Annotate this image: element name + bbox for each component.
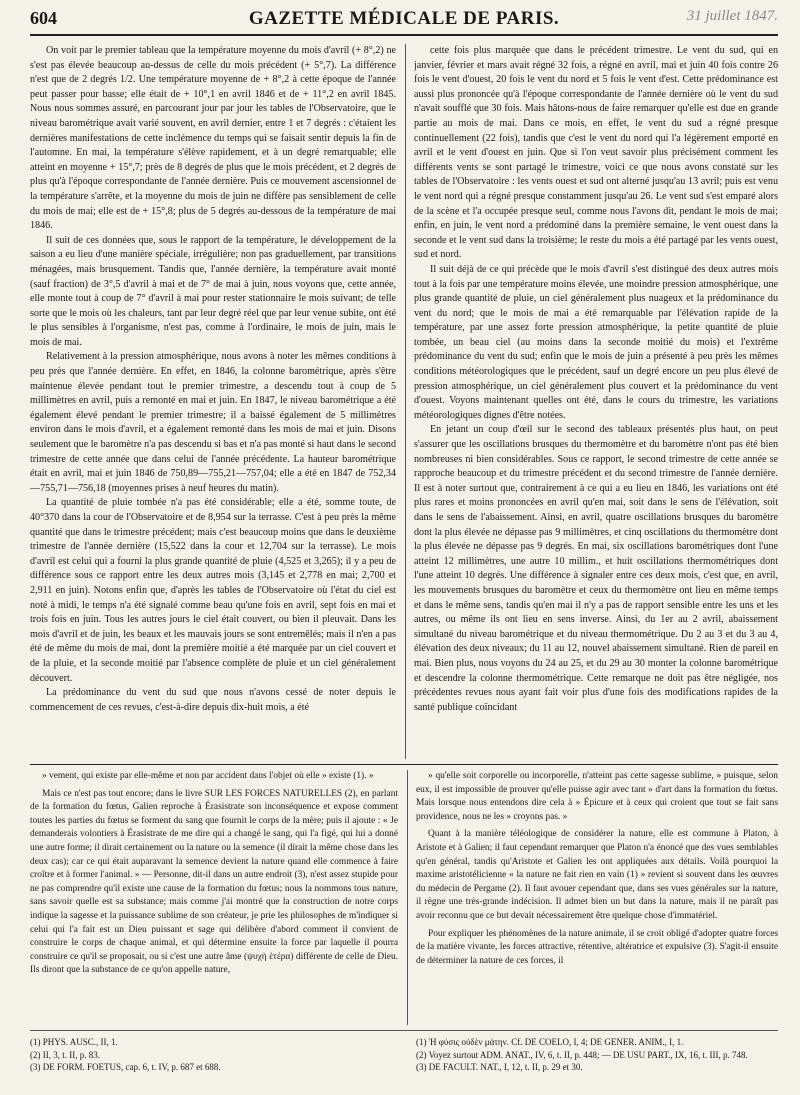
footnote-rule: [30, 1030, 778, 1031]
footnote: (3) DE FACULT. NAT., I, 12, t. II, p. 29 et 30.: [416, 1062, 583, 1072]
journal-title: GAZETTE MÉDICALE DE PARIS.: [248, 8, 560, 29]
feuilleton-rule: [30, 764, 778, 765]
main-article: [30, 44, 778, 759]
footnote: (1) Ἡ φύσις οὐδὲν μάτην. Cf. DE COELO, I, 4; DE GENER. ANIM., I, 1.: [416, 1037, 684, 1047]
paragraph: » vement, qui existe par elle-même et non par accident dans l'objet où elle » existe (1). »: [42, 771, 374, 781]
footnote: (3) DE FORM. FOETUS, cap. 6, t. IV, p. 687 et 688.: [30, 1062, 221, 1072]
paragraph: Il suit déjà de ce qui précède que le mois d'avril s'est distingué des deux autres mois tout à la fois par une température moins élevée, une moindre pression atmosphérique, une plus grande quantité de pluie, un ciel généralement plus nuageux et la prédominance du vent du nord; que le mois de mai a été remarquable par l'élévation rapide de la température, par une assez forte pression atmosphérique, la petite quantité de pluie tombée, un beau ciel (au moins dans la seconde moitié du mois) et l'extrême prédominance du vent du sud; enfin que le mois de juin a présenté à peu près les mêmes conditions météorologiques que le précédent, sauf un degré encore un peu plus élevé de pression atmosphérique, un ciel généralement plus couvert et la prédominance du vent d'ouest. Voyons maintenant quelles ont été, dans le cours du trimestre, les variations météorologiques dignes d'être notées.: [414, 263, 778, 421]
paragraph: cette fois plus marquée que dans le précédent trimestre. Le vent du sud, qui en janvier, février et mars avait régné 32 fois, a régné en avril, mai et juin 40 fois contre 26 fois le vent d'ouest, 20 fois le vent du nord et 5 fois le vent d'est. Cette prédominance est aussi plus prononcée qu'à l'époque correspondante de l'année dernière où le vent du sud n'avait soufflé que 30 fois. Mais hâtons-nous de faire remarquer qu'elle est due en grande partie au mois de mai. Dans ce mois, en effet, le vent du sud a régné presque continuellement (22 fois), tandis que c'est le vent du nord qui l'a légèrement emporté en avril et le vent d'ouest en juin. Que si l'on veut savoir plus précisément comment les différents vents se sont partagé le trimestre, voici ce que nous avons constaté sur les tables de l'Observatoire : les vents ouest et sud ont alterné jusqu'au 13 avril; puis est venu le vent nord qui a régné presque constamment jusqu'au 26. Le vent sud s'est emparé alors de la scène et l'a occupée presque seul, comme nous l'avons dit, pendant le mois de mai; enfin, en juin, le vent nord a prédominé dans la première semaine, le vent ouest dans la seconde et le vent sud dans la troisième; le reste du mois a été partagé par les vents ouest, sud et nord.: [414, 45, 778, 261]
paragraph: Il suit de ces données que, sous le rapport de la température, le développement de la saison a eu lieu d'une manière spéciale, irrégulière; non pas graduellement, par transitions ménagées, mais brusquement. Tandis que, l'année dernière, la température avait monté (sauf fraction) de 3°,5 d'avril à mai et de 7° de mai à juin, nous voyons que, cette année, elle monte tout à coup de 7° d'avril à mai pour rester stationnaire le mois suivant; de telle sorte que le mois où les chaleurs, tant par leur degré réel que par leur venue subite, ont été le plus sensibles à l'organisme, n'est pas, comme à l'ordinaire, le mois de juin, mais le mois de mai.: [30, 234, 396, 348]
paragraph: La prédominance du vent du sud que nous n'avons cessé de noter depuis le commencement de ces revues, c'est-à-dire depuis dix-huit mois, a été: [30, 687, 396, 713]
feuilleton-right-column: [416, 770, 778, 1025]
feuilleton-left-column: [30, 770, 398, 1025]
paragraph: La quantité de pluie tombée n'a pas été considérable; elle a été, somme toute, de 40°370 dans la cour de l'Observatoire et de 8,954 sur la terrasse. C'est à peu près la même quantité que dans le trimestre précédent; mais c'est beaucoup moins que dans le deuxième trimestre de l'année dernière (15,522 dans la cour et 12,704 sur la terrasse). Le mois d'avril est celui qui a fourni la plus grande quantité de pluie (4,525 et 3,265); il y a peu de différence sous ce rapport entre les deux autres mois (3,145 et 2,778 en mai; 2,700 et 2,911 en juin). Notons enfin que, d'après les tables de l'Observatoire où l'état du ciel est noté à midi, le temps n'a été signalé comme beau qu'une fois en avril, sept fois en mai et trois fois en juin. Tous les autres jours le ciel était couvert, ou bien il pleuvait. Dans les mois d'avril et de juin, les beaux et les mauvais jours se sont entremêlés; mais il n'en a pas été de même du mois de mai, dont la première moitié a été marquée par un ciel couvert et de la pluie, et la seconde moitié par l'absence complète de pluie et un ciel généralement découvert.: [30, 497, 396, 684]
footnotes: [30, 1030, 778, 1090]
issue-date: 31 juillet 1847.: [686, 8, 778, 24]
paragraph: On voit par le premier tableau que la température moyenne du mois d'avril (+ 8°,2) ne s'est pas élevée beaucoup au-dessus de celle du mois précédent (+ 5°,7). La différence n'est que de 2 degrés 1/2. Une température moyenne de + 8°,2 à cette époque de l'année peut passer pour basse; elle était de + 10°,1 en avril 1846 et de + 11°,2 en avril 1845. Nous nous sommes assuré, en parcourant jour par jour les tables de l'Observatoire, que le niveau barométrique avait varié souvent, en avril dernier, entre 1 et 7 degrés : c'étaient les dernières manifestations de cette inclémence du temps qui se faisait sentir depuis la fin de l'automne. En mai, la température s'élève rapidement, et à un degré remarquable; elle atteint en moyenne + 15°,7; près de 8 degrés de plus que le mois précédent, et 2 degrés de plus qu'à l'époque correspondante de l'année dernière. Puis ce mouvement ascensionnel de la température s'arrête, et la moyenne du mois de juin ne diffère pas sensiblement de celle du mois de mai; elle est de + 15°,8; plus de 5 degrés au-dessous de la température de mai 1846.: [30, 45, 396, 232]
footnote: (2) Voyez surtout ADM. ANAT., IV, 6, t. II, p. 448; — DE USU PART., IX, 16, t. III, p. 748.: [416, 1049, 748, 1060]
page-number: 604: [30, 8, 57, 28]
footnotes-right: [416, 1036, 778, 1074]
footnotes-left: [30, 1036, 390, 1074]
column-divider: [405, 44, 406, 759]
paragraph: Quant à la manière téléologique de considérer la nature, elle est commune à Platon, à Aristote et à Galien; il faut cependant remarquer que Platon n'a énoncé que des vues semblables qu'en général, tandis qu'Aristote et Galien les ont appliquées aux détails. Voilà pourquoi la maxime aristotélicienne « la nature ne fait rien en vain (1) » revient si souvent dans les œuvres du médecin de Pergame (2). Il faut avouer cependant que, dans ses vues générales sur la nature, il règne une très-grande indécision. Il admet bien un but dans la nature, mais il ne paraît pas avoir reconnu que ce but devait nécessairement être quelque chose d'immatériel.: [416, 829, 778, 921]
paragraph: Pour expliquer les phénomènes de la nature animale, il se croit obligé d'adopter quatre forces de la matière vivante, les forces attractive, rétentive, altératrice et expulsive (3). S'agit-il ensuite de déterminer la nature de ces forces, il: [416, 928, 778, 966]
page-header: [30, 8, 778, 36]
paragraph: Mais ce n'est pas tout encore; dans le livre SUR LES FORCES NATURELLES (2), en parlant de la formation du fœtus, Galien reproche à Érasistrate son inconséquence et expose comment toutes les parties du fœtus se forment du sang que fournit le corps de la mère; puis il ajoute : « Je demanderais volontiers à Érasistrate de me dire qui a changé le sang, qui l'a figé, qui lui a donné une autre forme; il dirait certainement ou la nature ou la semence (il dirait la même chose dans les deux cas); car ce qui était auparavant la semence devient la nature quand elle commence à faire croître et à former l'animal. » — Personne, dit-il dans un autre endroit (3), n'est assez stupide pour ne pas comprendre qu'il existe une cause de la formation du fœtus; nous la nommons tous nature, sans savoir quelle est sa substance; mais comme j'ai montré que la construction de notre corps indique la sagesse et la puissance sublime de son créateur, je prie les philosophes de m'indiquer si celui qui l'a fait est un Dieu puissant et sage qui délibère d'abord comment il convient de construire le corps de chaque animal, et qui détermine ensuite la force par laquelle il pourra construire ce qu'il se proposait, ou si c'est une autre âme (ψυχὴ ἑτέρα) différente de celle de Dieu. Ils diront que la substance de ce qu'on appelle nature,: [30, 788, 398, 976]
paragraph: Relativement à la pression atmosphérique, nous avons à noter les mêmes conditions à peu près que l'année dernière. En effet, en 1846, la colonne barométrique, après s'être maintenue élevée pendant tout le premier trimestre, a descendu tout à coup de 5 millimètres en avril, puis a remonté en mai et juin. En 1847, le niveau barométrique a été également élevé pendant le premier trimestre; il a baissé également de 5 millimètres environ dans le mois d'avril, et a également remonté dans les mois de mai et juin. Disons seulement que le baromètre n'a pas descendu si bas et n'a pas monté si haut dans le second trimestre de cette année que dans celui de l'année précédente. La hauteur barométrique était en avril, mai et juin 1846 de 750,89—755,21—757,04; elle a été en 1847 de 752,34—755,71—756,18 (moyennes prises à neuf heures du matin).: [30, 351, 396, 494]
paragraph: » qu'elle soit corporelle ou incorporelle, n'atteint pas cette sagesse sublime, » puisque, selon eux, il est impossible de prouver qu'elle puisse agir avec tant » d'art dans la formation du fœtus. Mais lorsque nous entendons dire cela à » Épicure et à ceux qui croient que tout se fait sans providence, nous ne les » croyons pas. »: [416, 771, 778, 822]
feuilleton: [30, 770, 778, 1025]
main-right-column: [414, 44, 778, 759]
footnote: (2) II, 3, t. II, p. 83.: [30, 1049, 100, 1060]
footnote: (1) PHYS. AUSC., II, 1.: [30, 1037, 118, 1047]
column-divider: [407, 770, 408, 1025]
main-left-column: [30, 44, 396, 759]
paragraph: En jetant un coup d'œil sur le second des tableaux présentés plus haut, on peut s'assurer que les oscillations brusques du thermomètre et du baromètre n'ont pas été bien nombreuses ni bien considérables. Sous ce rapport, le second trimestre de cette année se rapproche beaucoup et du trimestre précédent et du second trimestre de l'année dernière. Il est à noter surtout que, contrairement à ce qui a eu lieu en 1846, les variations ont été plus rares et moins prononcées en avril qu'en mai, soit dans le sens de l'élévation, soit dans le sens de l'abaissement. Ainsi, en avril, quatre oscillations brusques du baromètre dont la plus élevée ne dépasse pas 9 millimètres, et cinq oscillations du thermomètre dont la plus élevée ne dépasse pas 9 degrés. En mai, six oscillations barométriques dont l'une atteint 12 millimètres, une autre 10 millim., et huit oscillations thermométriques dont l'une atteint 10 degrés. Une différence à signaler entre ces deux mois, c'est que, en avril, les mouvements brusques du baromètre et ceux du thermomètre ont lieu en même temps et dans le même sens, tandis qu'en mai il n'y a pas de rapport sensible entre les uns et les autres, ou même ils ont lieu en sens inverse. Ainsi, du 1er au 2 avril, abaissement simultané du niveau barométrique et du niveau thermométrique. Du 2 au 3 et du 3 au 4, élévation des deux niveaux; du 11 au 12, nouvel abaissement simultané. Rien de pareil en mai. Bien plus, nous voyons du 24 au 25, et du 29 au 30 monter la colonne barométrique et descendre la colonne thermométrique. Cette remarque ne doit pas être négligée, nos précédentes revues nous ayant fait voir plus d'une fois des modifications rapides de la santé publique coïncidant: [414, 424, 778, 713]
